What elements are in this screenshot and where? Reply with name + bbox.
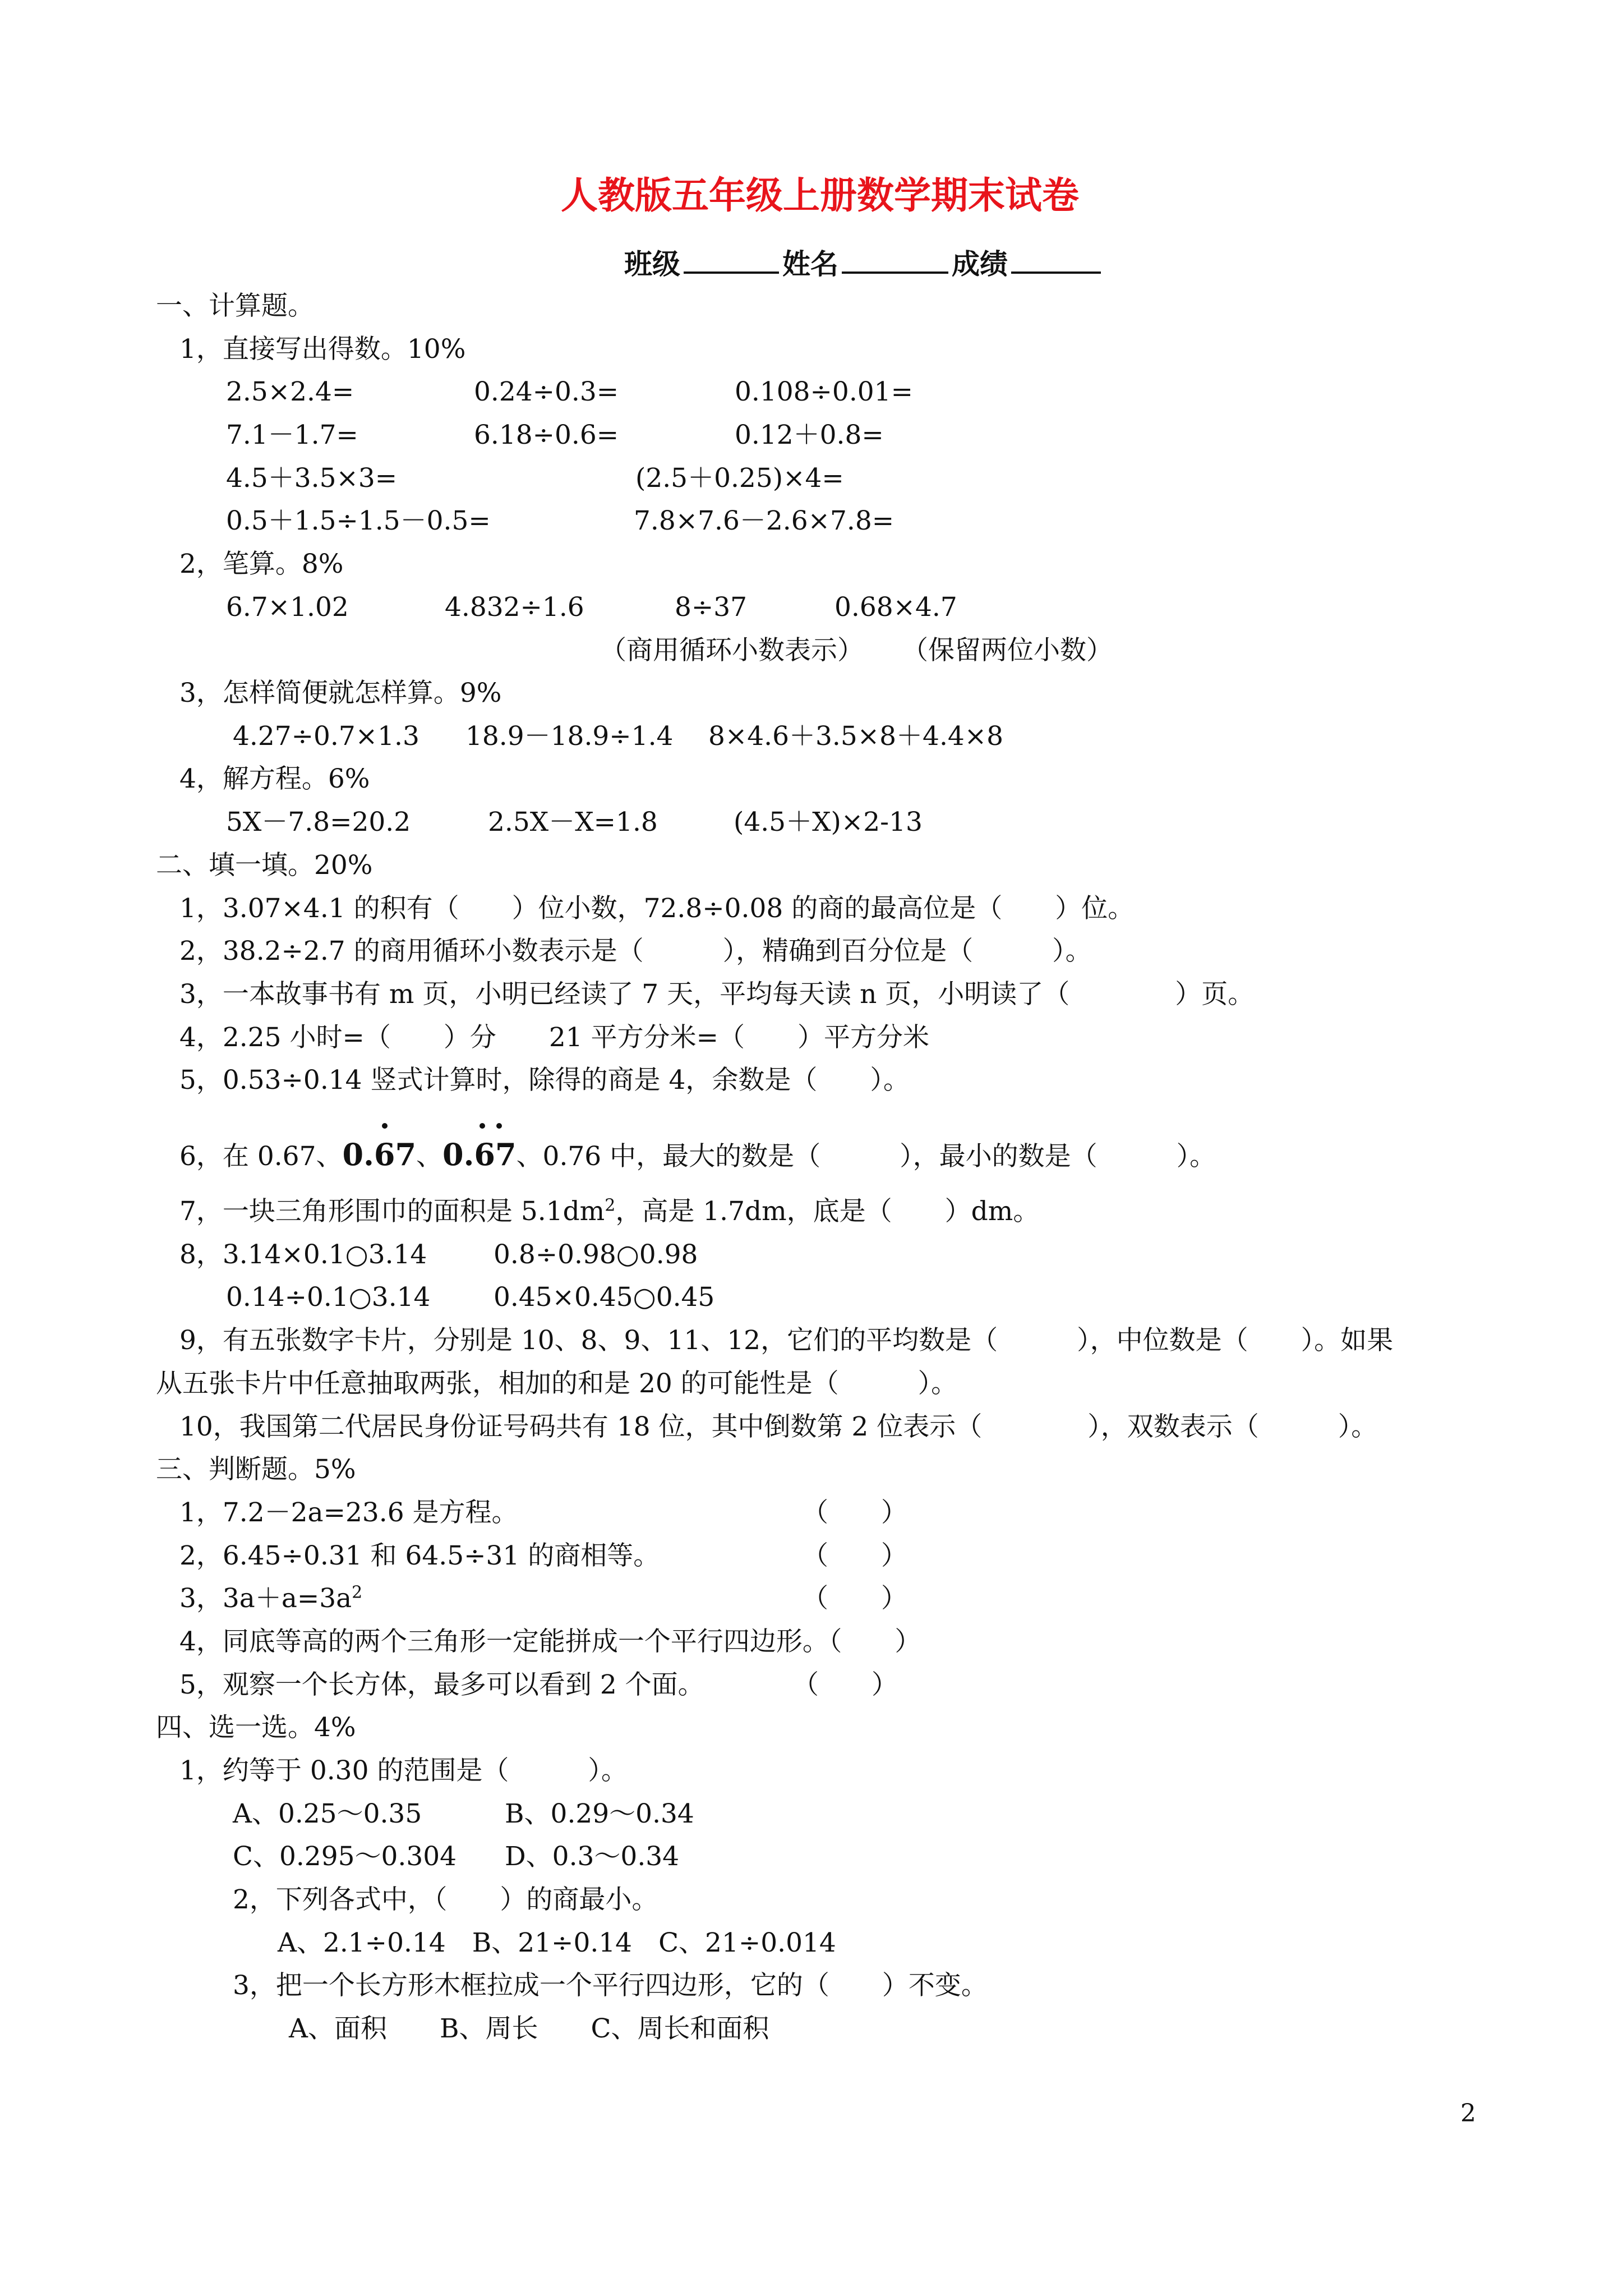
q3-heading: 3，怎样简便就怎样算。9% <box>179 678 502 708</box>
fill-item-6-prefix: 6，在 0.67、 <box>179 1141 343 1172</box>
q2-item: 0.68×4.7 <box>834 592 957 623</box>
fill-item: 1，3.07×4.1 的积有（ ）位小数，72.8÷0.08 的商的最高位是（ ）位。 <box>179 893 1135 924</box>
choice-option: C、0.295～0.304 <box>233 1841 457 1872</box>
fill-item <box>179 1195 1039 1228</box>
q1-item: 2.5×2.4= <box>226 376 354 407</box>
q2-item: 8÷37 <box>675 592 748 623</box>
superscript: 2 <box>605 1195 616 1216</box>
repeating-decimal-2-value: 0.67 <box>442 1137 517 1172</box>
compare-item: 0.8÷0.98○0.98 <box>494 1239 698 1270</box>
q3-item: 8×4.6＋3.5×8＋4.4×8 <box>708 721 1004 752</box>
q2-note: （商用循环小数表示） <box>600 635 864 666</box>
name-blank <box>842 247 948 274</box>
q4-item: 2.5X－X=1.8 <box>488 807 658 838</box>
repeating-decimal-1-value: 0.67 <box>342 1137 417 1172</box>
judge-item: 2，6.45÷0.31 和 64.5÷31 的商相等。 <box>179 1540 660 1571</box>
fill-item: 2，38.2÷2.7 的商用循环小数表示是（ ），精确到百分位是（ ）。 <box>179 936 1092 967</box>
judge-item: 4，同底等高的两个三角形一定能拼成一个平行四边形。（ ） <box>179 1626 921 1657</box>
q1-item: 0.108÷0.01= <box>735 376 913 407</box>
choice-options: A、2.1÷0.14 B、21÷0.14 C、21÷0.014 <box>278 1927 836 1958</box>
repeating-decimal-2 <box>442 1138 517 1171</box>
fill-item: 3，一本故事书有 m 页，小明已经读了 7 天，平均每天读 n 页，小明读了（ ）页。 <box>179 979 1255 1010</box>
judge-bracket: （ ） <box>802 1583 907 1614</box>
choice-option: B、0.29～0.34 <box>505 1798 694 1829</box>
repeating-decimal-1 <box>343 1138 417 1171</box>
page-number: 2 <box>1460 2099 1476 2128</box>
q1-item: 0.5＋1.5÷1.5－0.5= <box>226 505 491 536</box>
fill-item-6-suffix: 、0.76 中，最大的数是（ ），最小的数是（ ）。 <box>516 1141 1216 1172</box>
q4-heading: 4，解方程。6% <box>179 763 370 794</box>
fill-item: 10，我国第二代居民身份证号码共有 18 位，其中倒数第 2 位表示（ ），双数表示（ ）。 <box>179 1411 1378 1442</box>
repeat-dot <box>479 1123 485 1129</box>
judge-item-3-text: 3，3a＋a=3a <box>179 1583 352 1614</box>
q1-item: 7.8×7.6－2.6×7.8= <box>634 505 895 536</box>
fill-item: 9，有五张数字卡片，分别是 10、8、9、11、12，它们的平均数是（ ），中位数是（ ）。如果 <box>179 1325 1394 1356</box>
section-4-heading: 四、选一选。4% <box>156 1712 356 1743</box>
compare-item: 0.14÷0.1○3.14 <box>226 1282 431 1313</box>
fill-item <box>179 1138 1216 1174</box>
class-label: 班级 <box>624 247 680 280</box>
score-label: 成绩 <box>952 247 1008 280</box>
fill-item: 5，0.53÷0.14 竖式计算时，除得的商是 4，余数是（ ）。 <box>179 1065 910 1096</box>
q1-heading: 1，直接写出得数。10% <box>179 334 466 365</box>
choice-question: 2，下列各式中，（ ）的商最小。 <box>233 1884 658 1915</box>
judge-bracket: （ ） <box>802 1540 907 1571</box>
fill-item: 4，2.25 小时=（ ）分 21 平方分米=（ ）平方分米 <box>179 1022 929 1053</box>
q3-item: 4.27÷0.7×1.3 <box>233 721 419 752</box>
student-info-line <box>624 247 1104 281</box>
judge-item: 1，7.2－2a=23.6 是方程。 <box>179 1497 518 1528</box>
fill-item-7-suffix: ，高是 1.7dm，底是（ ）dm。 <box>615 1196 1040 1227</box>
choice-question: 1，约等于 0.30 的范围是（ ）。 <box>179 1755 628 1786</box>
name-label: 姓名 <box>782 247 838 280</box>
q4-item: 5X－7.8=20.2 <box>226 807 411 838</box>
judge-item: 5，观察一个长方体，最多可以看到 2 个面。 <box>179 1669 704 1700</box>
class-blank <box>684 247 779 274</box>
repeat-dot <box>382 1123 388 1129</box>
q4-item: (4.5＋X)×2-13 <box>734 807 923 838</box>
choice-options: A、面积 B、周长 C、周长和面积 <box>289 2013 769 2044</box>
compare-item: 0.45×0.45○0.45 <box>494 1282 715 1313</box>
q1-item: 7.1－1.7= <box>226 420 358 450</box>
section-1-heading: 一、计算题。 <box>156 291 314 321</box>
judge-bracket: （ ） <box>792 1669 898 1700</box>
q2-item: 4.832÷1.6 <box>445 592 584 623</box>
separator: 、 <box>416 1141 443 1172</box>
q2-item: 6.7×1.02 <box>226 592 349 623</box>
choice-option: D、0.3～0.34 <box>505 1841 680 1872</box>
judge-item <box>179 1582 362 1616</box>
q1-item: 0.24÷0.3= <box>474 376 619 407</box>
page-title: 人教版五年级上册数学期末试卷 <box>561 173 1079 217</box>
q1-item: 4.5＋3.5×3= <box>226 463 398 494</box>
judge-bracket: （ ） <box>802 1497 907 1528</box>
compare-item: 8，3.14×0.1○3.14 <box>179 1239 427 1270</box>
section-3-heading: 三、判断题。5% <box>156 1454 356 1485</box>
q1-item: (2.5＋0.25)×4= <box>635 463 844 494</box>
score-blank <box>1011 247 1101 274</box>
repeat-dot <box>496 1123 502 1129</box>
superscript: 2 <box>352 1582 363 1603</box>
q1-item: 6.18÷0.6= <box>474 420 619 450</box>
section-2-heading: 二、填一填。20% <box>156 850 373 881</box>
q2-heading: 2，笔算。8% <box>179 549 344 579</box>
q2-note: （保留两位小数） <box>902 635 1113 666</box>
choice-question: 3，把一个长方形木框拉成一个平行四边形，它的（ ）不变。 <box>233 1970 988 2001</box>
choice-option: A、0.25～0.35 <box>233 1798 422 1829</box>
fill-item-7-prefix: 7，一块三角形围巾的面积是 5.1dm <box>179 1196 605 1227</box>
q3-item: 18.9－18.9÷1.4 <box>465 721 674 752</box>
fill-item-continued: 从五张卡片中任意抽取两张，相加的和是 20 的可能性是（ ）。 <box>156 1368 958 1399</box>
q1-item: 0.12＋0.8= <box>735 420 884 450</box>
